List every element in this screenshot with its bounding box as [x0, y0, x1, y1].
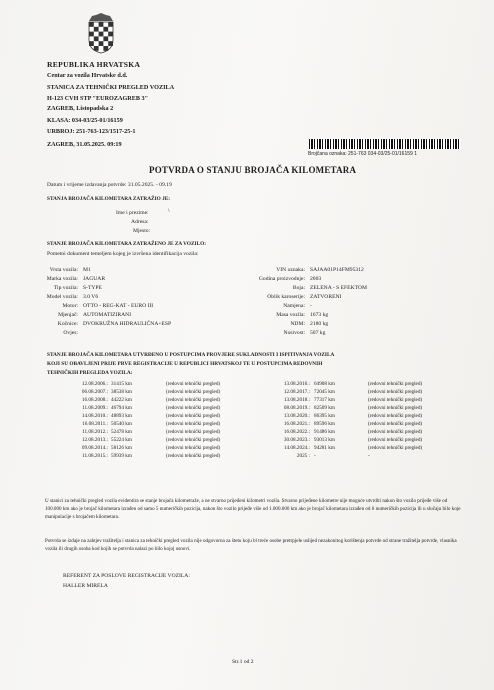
reading-km: 77317 km [314, 397, 335, 404]
vehicle-intro: Pometni dokument temeljem kojeg je izvršena identifikacija vozila: [47, 251, 199, 257]
reading-type: (redovni tehnički pregled) [368, 413, 423, 420]
reading-km: 55224 km [111, 437, 132, 444]
vehicle-field-value: JAGUAR [83, 275, 106, 282]
reading-date: 12.08.2017.: [283, 389, 310, 396]
barcode-icon [309, 139, 461, 149]
reading-km: 58126 km [111, 445, 132, 452]
reading-type: (redovni tehnički pregled) [166, 429, 221, 436]
reading-date: 16.08.2021.: [283, 421, 310, 428]
reading-type: (redovni tehnički pregled) [166, 397, 221, 404]
reading-date: 13.08.2018.: [283, 397, 310, 404]
vehicle-field-value: SAJAA01P14FM95312 [310, 267, 364, 273]
reading-km: 94281 km [314, 445, 335, 452]
reading-type: (redovni tehnički pregled) [166, 421, 221, 428]
vehicle-field-value: M1 [83, 267, 91, 273]
reading-type: (redovni tehnički pregled) [368, 429, 423, 436]
odometer-heading-line-1: STANJE BROJAČA KILOMETARA UTVRĐENO U POSTUPCIMA PROVJERE SUKLADNOSTI I ISPITIVANJA VOZILA [47, 352, 335, 358]
station-address: ZAGREB, Listopadska 2 [47, 105, 114, 112]
croatian-coat-of-arms-icon [86, 12, 116, 54]
vehicle-field-label: Kočnice: [57, 320, 78, 327]
reading-km: 38538 km [111, 389, 132, 396]
vehicle-field-label: NDM: [290, 320, 305, 327]
reading-date: 06.08.2007.: [81, 389, 108, 396]
requester-address-label: Adresa: [131, 219, 149, 225]
center-name: Centar za vozila Hrvatske d.d. [47, 72, 128, 79]
reading-type: (redovni tehnički pregled) [368, 381, 423, 387]
vehicle-field-label: Masa vozila: [276, 311, 305, 318]
vehicle-field-value: AUTOMATIZIRANI [83, 311, 132, 318]
reading-date: 12.08.2013.: [81, 437, 108, 444]
vehicle-field-label: Godina proizvodnje: [258, 275, 305, 282]
vehicle-field-value: S-TYPE [83, 284, 102, 291]
reading-date: 14.08.2024.: [283, 445, 310, 452]
station-name: STANICA ZA TEHNIČKI PREGLED VOZILA [47, 84, 175, 91]
requester-name-value: \ [168, 208, 170, 214]
document-title: POTVRDA O STANJU BROJAČA KILOMETARA [149, 165, 357, 175]
reading-type: - [368, 453, 370, 460]
vehicle-field-value: 3.0 V6 [83, 293, 99, 300]
reading-type: (redovni tehnički pregled) [166, 445, 221, 452]
requester-heading: STANJA BROJAČA KILOMETARA ZATRAŽIO JE: [47, 196, 171, 202]
reading-km: 93013 km [314, 437, 335, 444]
reading-type: (redovni tehnički pregled) [368, 445, 423, 452]
vehicle-field-label: Vrsta vozila: [49, 267, 78, 273]
reading-type: (redovni tehnički pregled) [368, 397, 423, 404]
odometer-heading-line-3: TEHNIČKIH PREGLEDA VOZILA: [47, 370, 133, 376]
barcode-label: Brojčana oznaka: 251-763 034-03/25-01/16159 1 [308, 151, 417, 157]
vehicle-field-label: Model vozila: [46, 293, 78, 300]
vehicle-field-label: Tip vozila: [53, 284, 78, 291]
reading-type: (redovni tehnički pregled) [368, 421, 423, 428]
disclaimer-liability: Potvrda se izdaje na zahtjev tražitelja i stanica za tehnički pregled vozila nije odgovorna za štetu koju bi treće osobe pretrpjele uslijed nezakonitog korištenja potvrde od strane tražitelja potvrde, vlasnika vozila ili drugih osoba kod kojih se potvrda nalazi po bilo kojoj osnovi. [45, 538, 457, 553]
reading-type: (redovni tehnički pregled) [368, 389, 423, 396]
signatory-role: REFERENT ZA POSLOVE REGISTRACIJE VOZILA: [63, 573, 190, 579]
reading-date: 2025 : [296, 453, 310, 460]
reading-km: 64908 km [314, 381, 335, 387]
vehicle-field-label: Mjenjač: [58, 311, 78, 318]
signatory-name: HALLER MIRELA [63, 583, 108, 589]
reading-km: 46794 km [111, 405, 132, 412]
reading-date: 08.08.2019.: [283, 405, 310, 412]
reading-km: 59939 km [111, 453, 132, 460]
reading-type: (redovni tehnički pregled) [166, 413, 221, 420]
vehicle-field-value: 2003 [310, 275, 322, 282]
vehicle-heading: STANJE BROJAČA KILOMETARA ZATRAŽENO JE ZA VOZILO: [47, 241, 207, 247]
reading-km: - [314, 453, 316, 460]
vehicle-field-value: - [310, 302, 312, 309]
reading-type: (redovni tehnički pregled) [166, 437, 221, 444]
vehicle-field-label: Marka vozila: [46, 275, 78, 282]
vehicle-field-value: ZELENA - S EFEKTOM [310, 284, 367, 291]
requester-name-label: Ime i prezime: [116, 210, 149, 216]
vehicle-field-value: 2180 kg [310, 320, 329, 327]
reading-date: 16.08.2022.: [283, 429, 310, 436]
reading-date: 12.08.2006.: [81, 381, 108, 387]
reading-km: 50540 km [111, 421, 132, 428]
vehicle-field-label: Ovjes: [63, 329, 78, 336]
reading-date: 16.08.2011.: [82, 421, 108, 428]
reading-date: 13.08.2020.: [283, 413, 310, 420]
reading-date: 13.08.2016.: [283, 381, 310, 387]
reading-km: 52478 km [111, 429, 132, 436]
disclaimer-odometer: U stanici za tehnički pregled vozila evidentira se stanje brojača kilometraže, a ne stvarno prijeđeni kilometri vozila. Stvarno prijeđene kilometre nije moguće utvrditi nakon što vozilo prijeđe više od 100.000 km ako je brojač kilometara izrađen od samo 5 numeričkih pozicija, nakon što vozilo prijeđe više od 1.000.000 km ako je brojač kilometara izrađen od 6 numeričkih pozicija ili u slučaju bilo koje manipulacije s brojačem kilometara. [45, 498, 461, 521]
reading-type: (redovni tehnički pregled) [166, 405, 221, 412]
vehicle-field-label: Nosivost: [283, 329, 305, 336]
reading-type: (redovni tehnički pregled) [166, 389, 221, 396]
reading-km: 86395 km [314, 413, 335, 420]
page-number: Str.1 od 2 [232, 659, 254, 665]
vehicle-field-label: Namjena: [283, 302, 305, 309]
reading-km: 91486 km [314, 429, 335, 436]
reading-date: 30.08.2023.: [283, 437, 310, 444]
reading-km: 89596 km [314, 421, 335, 428]
vehicle-field-label: Motor: [62, 302, 78, 309]
vehicle-field-value: DVOKRUŽNA HIDRAULIČNA+ESP [83, 320, 172, 327]
vehicle-field-value: 507 kg [310, 329, 326, 336]
vehicle-field-label: VIN oznaka: [276, 267, 305, 273]
odometer-heading-line-2: KOJI SU OBAVLJENI PRIJE PRVE REGISTRACIJE U REPUBLICI HRVATSKOJ TE U POSTUPCIMA REDOVNIH [47, 361, 323, 367]
reading-date: 11.08.2009.: [82, 405, 108, 412]
reading-type: (redovni tehnički pregled) [166, 381, 221, 387]
reading-km: 31415 km [111, 381, 132, 387]
reading-date: 11.08.2012.: [82, 429, 108, 436]
reading-km: 82509 km [314, 405, 335, 412]
reading-type: (redovni tehnički pregled) [166, 453, 221, 460]
vehicle-field-label: Boja: [292, 284, 305, 291]
reading-km: 48893 km [111, 413, 132, 420]
station-code: H-123 CVH STP "EUROZAGREB 3" [47, 95, 149, 102]
reading-type: (redovni tehnički pregled) [368, 437, 423, 444]
vehicle-field-value: ZATVORENI [310, 293, 342, 300]
country-name: REPUBLIKA HRVATSKA [47, 60, 141, 69]
vehicle-field-value: 1673 kg [310, 311, 329, 318]
reading-date: 09.08.2014.: [81, 445, 108, 452]
reading-date: 16.08.2008.: [81, 397, 108, 404]
reading-km: 72045 km [314, 389, 335, 396]
reading-km: 44222 km [111, 397, 132, 404]
reading-type: (redovni tehnički pregled) [368, 405, 423, 412]
issue-datetime: Datum i vrijeme izdavanja potvrde: 31.05.2025. - 09.19 [47, 182, 172, 188]
place-date: ZAGREB, 31.05.2025. 09:19 [47, 141, 122, 148]
vehicle-field-value: OTTO - REG-KAT - EURO III [83, 302, 154, 309]
requester-place-label: Mjesto: [133, 228, 151, 234]
reading-date: 14.08.2010.: [81, 413, 108, 420]
vehicle-field-label: Oblik karoserije: [267, 293, 305, 300]
reading-date: 11.08.2015.: [82, 453, 108, 460]
klasa: KLASA: 034-03/25-01/16159 [47, 117, 123, 124]
urbroj: URBROJ: 251-763-123/1517-25-1 [47, 128, 136, 135]
